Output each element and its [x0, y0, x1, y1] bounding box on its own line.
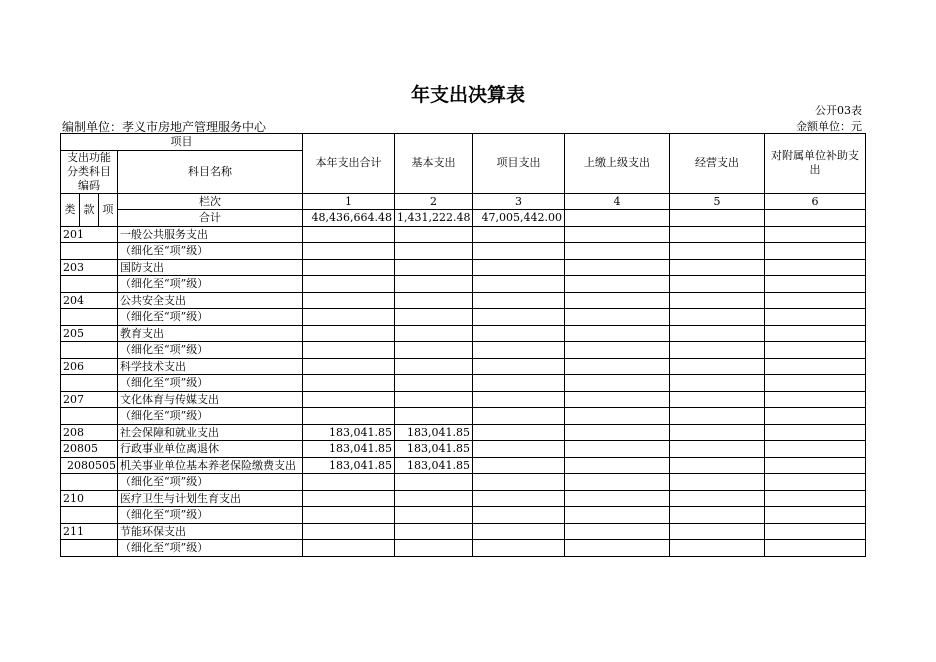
row-code	[61, 540, 118, 557]
row-basic: 183,041.85	[395, 457, 473, 474]
table-row	[61, 457, 866, 474]
row-subsidy	[765, 490, 866, 507]
row-total	[303, 358, 395, 375]
row-subject-name: 节能环保支出	[118, 523, 303, 540]
row-subject-name: 一般公共服务支出	[118, 226, 303, 243]
row-subsidy	[765, 358, 866, 375]
row-subject-name: 社会保障和就业支出	[118, 424, 303, 441]
organization-label: 编制单位：孝义市房地产管理服务中心	[62, 120, 267, 134]
row-business	[670, 540, 765, 557]
header-row-lanci	[61, 193, 866, 210]
row-subject-name: （细化至“项”级）	[118, 276, 303, 293]
row-total	[303, 309, 395, 326]
row-business	[670, 325, 765, 342]
row-total: 183,041.85	[303, 441, 395, 458]
table-row	[61, 276, 866, 293]
row-project-exp	[473, 441, 565, 458]
row-upper	[565, 325, 670, 342]
col-number-3: 3	[473, 193, 565, 210]
row-code	[61, 507, 118, 524]
total-basic: 1,431,222.48	[395, 210, 473, 227]
row-code	[61, 342, 118, 359]
row-subsidy	[765, 424, 866, 441]
header-upper: 上缴上级支出	[565, 134, 670, 194]
row-subsidy	[765, 375, 866, 392]
row-upper	[565, 226, 670, 243]
row-subsidy	[765, 523, 866, 540]
row-total	[303, 391, 395, 408]
table-row	[61, 325, 866, 342]
row-project-exp	[473, 457, 565, 474]
row-subject-name: （细化至“项”级）	[118, 309, 303, 326]
table-row	[61, 226, 866, 243]
row-subject-name: （细化至“项”级）	[118, 507, 303, 524]
row-upper	[565, 391, 670, 408]
row-upper	[565, 490, 670, 507]
table-row	[61, 490, 866, 507]
row-upper	[565, 507, 670, 524]
row-business	[670, 474, 765, 491]
header-row-1	[61, 134, 866, 151]
col-number-1: 1	[303, 193, 395, 210]
row-total	[303, 243, 395, 260]
row-subsidy	[765, 309, 866, 326]
row-business	[670, 490, 765, 507]
row-project-exp	[473, 375, 565, 392]
row-subject-name: 文化体育与传媒支出	[118, 391, 303, 408]
row-project-exp	[473, 276, 565, 293]
row-code: 211	[61, 523, 118, 540]
row-basic	[395, 243, 473, 260]
row-basic	[395, 507, 473, 524]
header-lei: 类	[61, 193, 80, 226]
row-upper	[565, 309, 670, 326]
col-number-2: 2	[395, 193, 473, 210]
table-row	[61, 309, 866, 326]
row-subsidy	[765, 474, 866, 491]
row-business	[670, 226, 765, 243]
row-basic	[395, 523, 473, 540]
row-total	[303, 507, 395, 524]
row-basic	[395, 259, 473, 276]
row-subject-name: 科学技术支出	[118, 358, 303, 375]
row-basic	[395, 391, 473, 408]
row-code: 208	[61, 424, 118, 441]
row-subsidy	[765, 276, 866, 293]
row-subject-name: 教育支出	[118, 325, 303, 342]
table-row	[61, 375, 866, 392]
row-project-exp	[473, 391, 565, 408]
row-subsidy	[765, 540, 866, 557]
row-upper	[565, 523, 670, 540]
row-code: 205	[61, 325, 118, 342]
row-business	[670, 457, 765, 474]
row-basic	[395, 358, 473, 375]
header-project-exp: 项目支出	[473, 134, 565, 194]
row-basic	[395, 540, 473, 557]
row-business	[670, 276, 765, 293]
row-business	[670, 358, 765, 375]
row-total	[303, 259, 395, 276]
row-basic	[395, 375, 473, 392]
row-project-exp	[473, 243, 565, 260]
header-xiang: 项	[99, 193, 118, 226]
row-total	[303, 474, 395, 491]
row-subject-name: 行政事业单位离退休	[118, 441, 303, 458]
row-code	[61, 375, 118, 392]
row-subject-name: 公共安全支出	[118, 292, 303, 309]
row-total: 183,041.85	[303, 424, 395, 441]
total-upper	[565, 210, 670, 227]
row-upper	[565, 408, 670, 425]
row-upper	[565, 292, 670, 309]
row-code: 2080505	[61, 457, 118, 474]
row-subsidy	[765, 441, 866, 458]
header-total: 本年支出合计	[303, 134, 395, 194]
row-code: 206	[61, 358, 118, 375]
row-business	[670, 523, 765, 540]
row-project-exp	[473, 540, 565, 557]
table-row	[61, 342, 866, 359]
row-code	[61, 309, 118, 326]
row-basic	[395, 292, 473, 309]
header-subsidy: 对附属单位补助支出	[765, 134, 866, 194]
table-row	[61, 523, 866, 540]
row-upper	[565, 540, 670, 557]
row-upper	[565, 375, 670, 392]
row-subsidy	[765, 391, 866, 408]
row-project-exp	[473, 226, 565, 243]
col-number-6: 6	[765, 193, 866, 210]
row-code: 203	[61, 259, 118, 276]
row-total	[303, 325, 395, 342]
row-code	[61, 474, 118, 491]
header-kuan: 款	[80, 193, 99, 226]
row-project-exp	[473, 309, 565, 326]
row-project-exp	[473, 523, 565, 540]
total-project-exp: 47,005,442.00	[473, 210, 565, 227]
row-project-exp	[473, 408, 565, 425]
header-code: 支出功能分类科目编码	[61, 150, 118, 193]
row-subject-name: （细化至“项”级）	[118, 408, 303, 425]
row-total	[303, 490, 395, 507]
table-row	[61, 424, 866, 441]
header-basic: 基本支出	[395, 134, 473, 194]
total-amount: 48,436,664.48	[303, 210, 395, 227]
row-subsidy	[765, 259, 866, 276]
row-code: 204	[61, 292, 118, 309]
row-code: 20805	[61, 441, 118, 458]
row-business	[670, 292, 765, 309]
row-upper	[565, 424, 670, 441]
row-upper	[565, 358, 670, 375]
row-business	[670, 391, 765, 408]
row-subject-name: （细化至“项”级）	[118, 243, 303, 260]
row-basic	[395, 276, 473, 293]
row-business	[670, 243, 765, 260]
row-basic	[395, 490, 473, 507]
row-basic: 183,041.85	[395, 441, 473, 458]
row-basic	[395, 226, 473, 243]
row-basic	[395, 325, 473, 342]
row-subject-name: 国防支出	[118, 259, 303, 276]
row-project-exp	[473, 358, 565, 375]
row-business	[670, 507, 765, 524]
row-code: 201	[61, 226, 118, 243]
row-basic	[395, 408, 473, 425]
form-number: 公开03表	[815, 104, 862, 117]
row-code: 210	[61, 490, 118, 507]
row-subject-name: 机关事业单位基本养老保险缴费支出	[118, 457, 303, 474]
total-row	[61, 210, 866, 227]
row-subject-name: （细化至“项”级）	[118, 342, 303, 359]
row-subsidy	[765, 342, 866, 359]
row-project-exp	[473, 507, 565, 524]
row-business	[670, 424, 765, 441]
header-business: 经营支出	[670, 134, 765, 194]
row-business	[670, 408, 765, 425]
row-upper	[565, 259, 670, 276]
row-basic	[395, 309, 473, 326]
row-project-exp	[473, 474, 565, 491]
row-subject-name: （细化至“项”级）	[118, 474, 303, 491]
row-code: 207	[61, 391, 118, 408]
col-number-4: 4	[565, 193, 670, 210]
header-project: 项目	[61, 134, 303, 151]
header-subject: 科目名称	[118, 150, 303, 193]
row-upper	[565, 243, 670, 260]
header-lanci: 栏次	[118, 193, 303, 210]
row-business	[670, 259, 765, 276]
row-total	[303, 375, 395, 392]
row-basic	[395, 474, 473, 491]
table-row	[61, 259, 866, 276]
total-label: 合计	[118, 210, 303, 227]
row-subsidy	[765, 243, 866, 260]
row-project-exp	[473, 259, 565, 276]
table-row	[61, 540, 866, 557]
row-upper	[565, 474, 670, 491]
table-row	[61, 441, 866, 458]
row-upper	[565, 276, 670, 293]
table-row	[61, 408, 866, 425]
row-subject-name: 医疗卫生与计划生育支出	[118, 490, 303, 507]
row-project-exp	[473, 490, 565, 507]
table-row	[61, 474, 866, 491]
row-project-exp	[473, 424, 565, 441]
row-upper	[565, 457, 670, 474]
row-business	[670, 309, 765, 326]
table-row	[61, 243, 866, 260]
row-subsidy	[765, 325, 866, 342]
row-subsidy	[765, 507, 866, 524]
total-subsidy	[765, 210, 866, 227]
row-basic	[395, 342, 473, 359]
row-subject-name: （细化至“项”级）	[118, 540, 303, 557]
row-subject-name: （细化至“项”级）	[118, 375, 303, 392]
row-business	[670, 342, 765, 359]
row-subsidy	[765, 226, 866, 243]
amount-unit-label: 金额单位：元	[796, 120, 862, 133]
row-upper	[565, 342, 670, 359]
total-business	[670, 210, 765, 227]
row-business	[670, 441, 765, 458]
row-total	[303, 523, 395, 540]
row-total	[303, 276, 395, 293]
row-business	[670, 375, 765, 392]
table-row	[61, 358, 866, 375]
row-project-exp	[473, 292, 565, 309]
row-project-exp	[473, 325, 565, 342]
table-row	[61, 391, 866, 408]
row-upper	[565, 441, 670, 458]
row-project-exp	[473, 342, 565, 359]
row-basic: 183,041.85	[395, 424, 473, 441]
col-number-5: 5	[670, 193, 765, 210]
row-code	[61, 276, 118, 293]
row-total	[303, 292, 395, 309]
table-row	[61, 507, 866, 524]
table-row	[61, 292, 866, 309]
row-code	[61, 408, 118, 425]
row-total	[303, 342, 395, 359]
row-total	[303, 540, 395, 557]
expenditure-table	[60, 133, 866, 557]
row-code	[61, 243, 118, 260]
row-subsidy	[765, 408, 866, 425]
row-subsidy	[765, 292, 866, 309]
row-total: 183,041.85	[303, 457, 395, 474]
row-total	[303, 226, 395, 243]
row-total	[303, 408, 395, 425]
row-subsidy	[765, 457, 866, 474]
page-title: 年支出决算表	[410, 84, 525, 106]
